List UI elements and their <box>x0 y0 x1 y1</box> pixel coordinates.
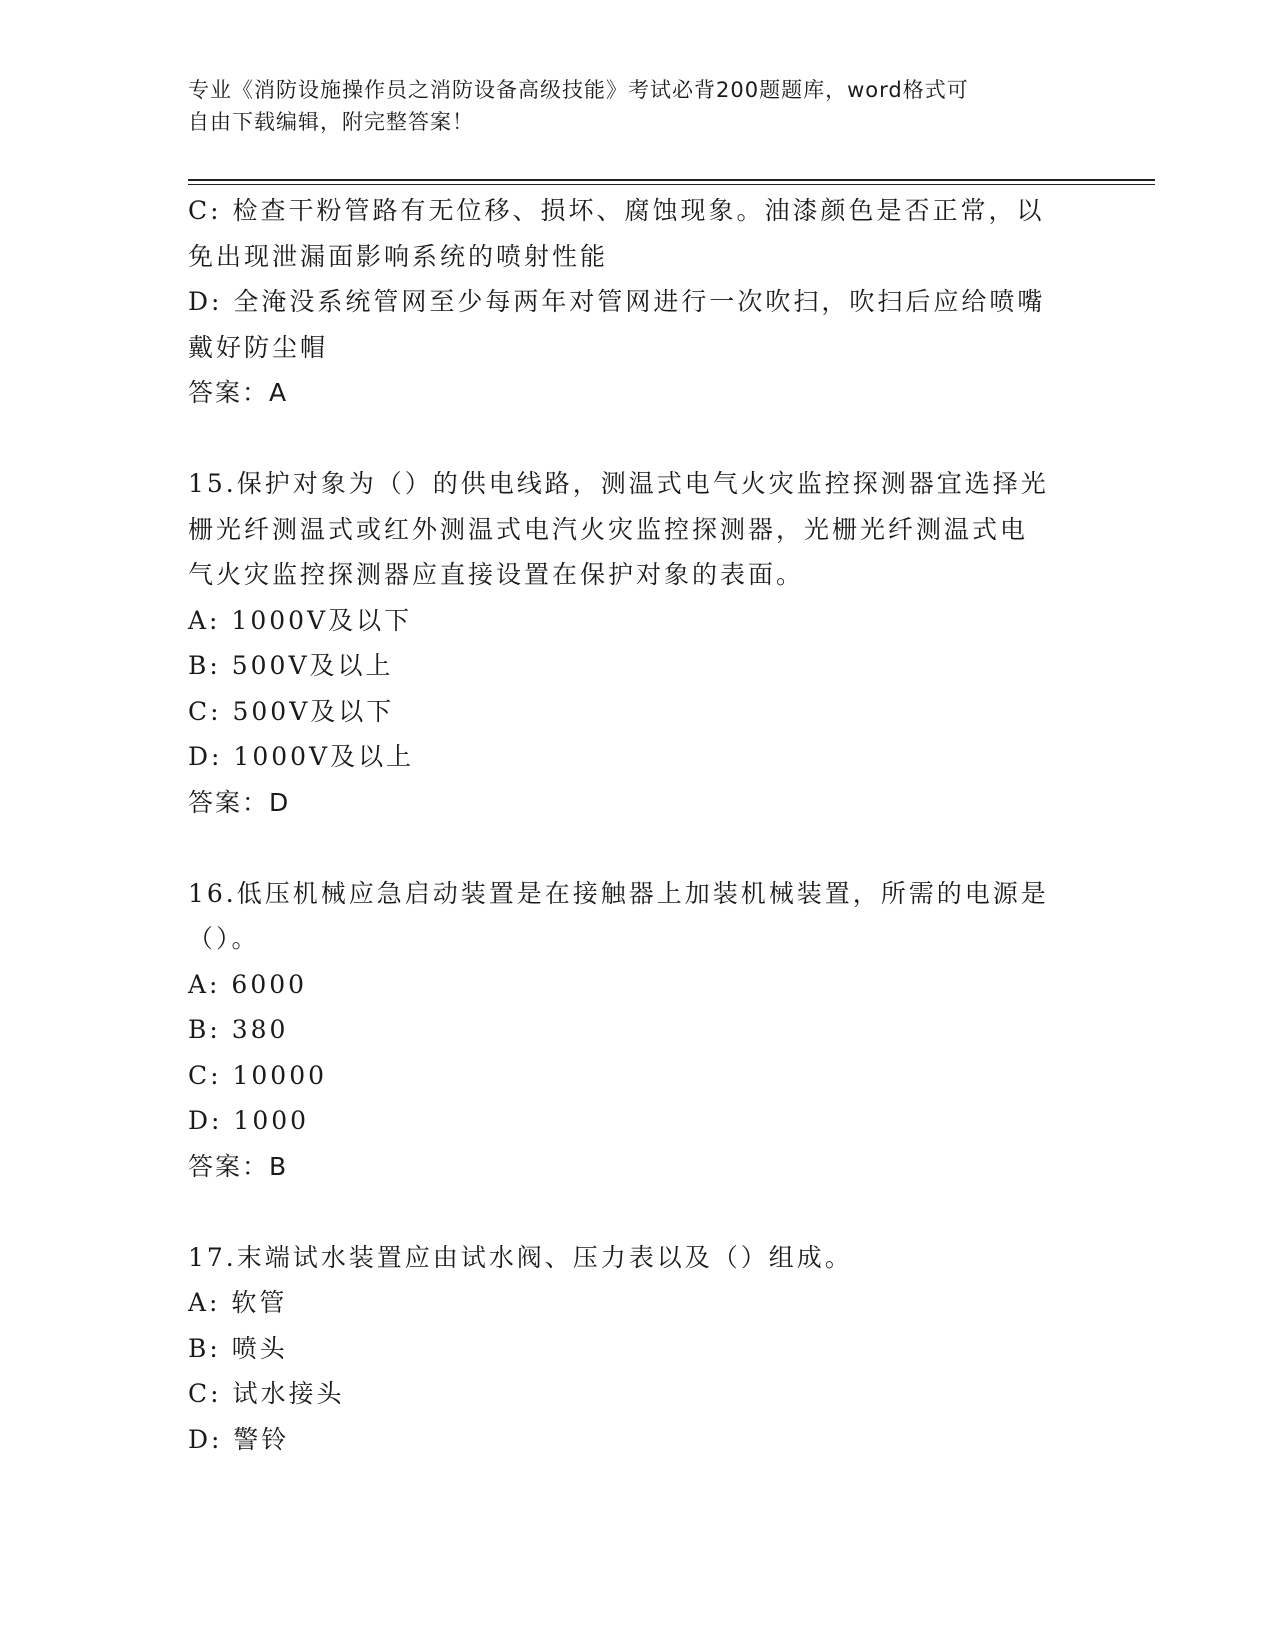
question-stem: 15.保护对象为（）的供电线路，测温式电气火灾监控探测器宜选择光 <box>188 469 1049 498</box>
option-d-line: 戴好防尘帽 <box>188 332 329 362</box>
spacer <box>188 1189 1078 1235</box>
option-a: A: 软管 <box>188 1288 288 1317</box>
spacer <box>188 825 1078 871</box>
option-a: A: 6000 <box>188 969 308 999</box>
question-stem: 栅光纤测温式或红外测温式电汽火灾监控探测器，光栅光纤测温式电 <box>188 514 1029 544</box>
question-15 <box>188 461 1078 825</box>
option-d-line: D: 全淹没系统管网至少每两年对管网进行一次吹扫，吹扫后应给喷嘴 <box>188 287 1046 316</box>
question-stem: 17.末端试水装置应由试水阀、压力表以及（）组成。 <box>188 1242 853 1272</box>
spacer <box>188 416 1078 462</box>
question-stem: （）。 <box>188 924 260 953</box>
header-line-2: 自由下载编辑，附完整答案！ <box>188 110 474 134</box>
option-c: C: 500V及以下 <box>188 696 395 726</box>
option-c-line: 免出现泄漏面影响系统的喷射性能 <box>188 241 609 271</box>
answer-line: 答案：D <box>188 787 291 817</box>
option-b: B: 380 <box>188 1015 289 1044</box>
question-16 <box>188 871 1078 1190</box>
question-stem: 16.低压机械应急启动装置是在接触器上加装机械装置，所需的电源是 <box>188 878 1049 908</box>
header-line-1: 专业《消防设施操作员之消防设备高级技能》考试必背200题题库，word格式可 <box>188 78 969 102</box>
question-17 <box>188 1235 1078 1463</box>
prev-question-block <box>188 188 1078 416</box>
header-rule-thin <box>188 184 1155 185</box>
answer-line: 答案：B <box>188 1151 289 1181</box>
answer-line: 答案：A <box>188 378 289 407</box>
option-b: B: 喷头 <box>188 1333 288 1363</box>
option-c-line: C: 检查干粉管路有无位移、损坏、腐蚀现象。油漆颜色是否正常，以 <box>188 196 1045 225</box>
question-content <box>188 188 1078 1462</box>
option-d: D: 警铃 <box>188 1424 290 1454</box>
question-stem: 气火灾监控探测器应直接设置在保护对象的表面。 <box>188 560 805 589</box>
option-b: B: 500V及以上 <box>188 651 394 680</box>
option-a: A: 1000V及以下 <box>188 605 413 635</box>
option-d: D: 1000V及以上 <box>188 742 415 771</box>
option-c: C: 10000 <box>188 1060 328 1090</box>
document-header <box>188 74 1088 138</box>
header-rule-thick <box>188 179 1155 181</box>
option-c: C: 试水接头 <box>188 1379 345 1408</box>
option-d: D: 1000 <box>188 1106 310 1135</box>
